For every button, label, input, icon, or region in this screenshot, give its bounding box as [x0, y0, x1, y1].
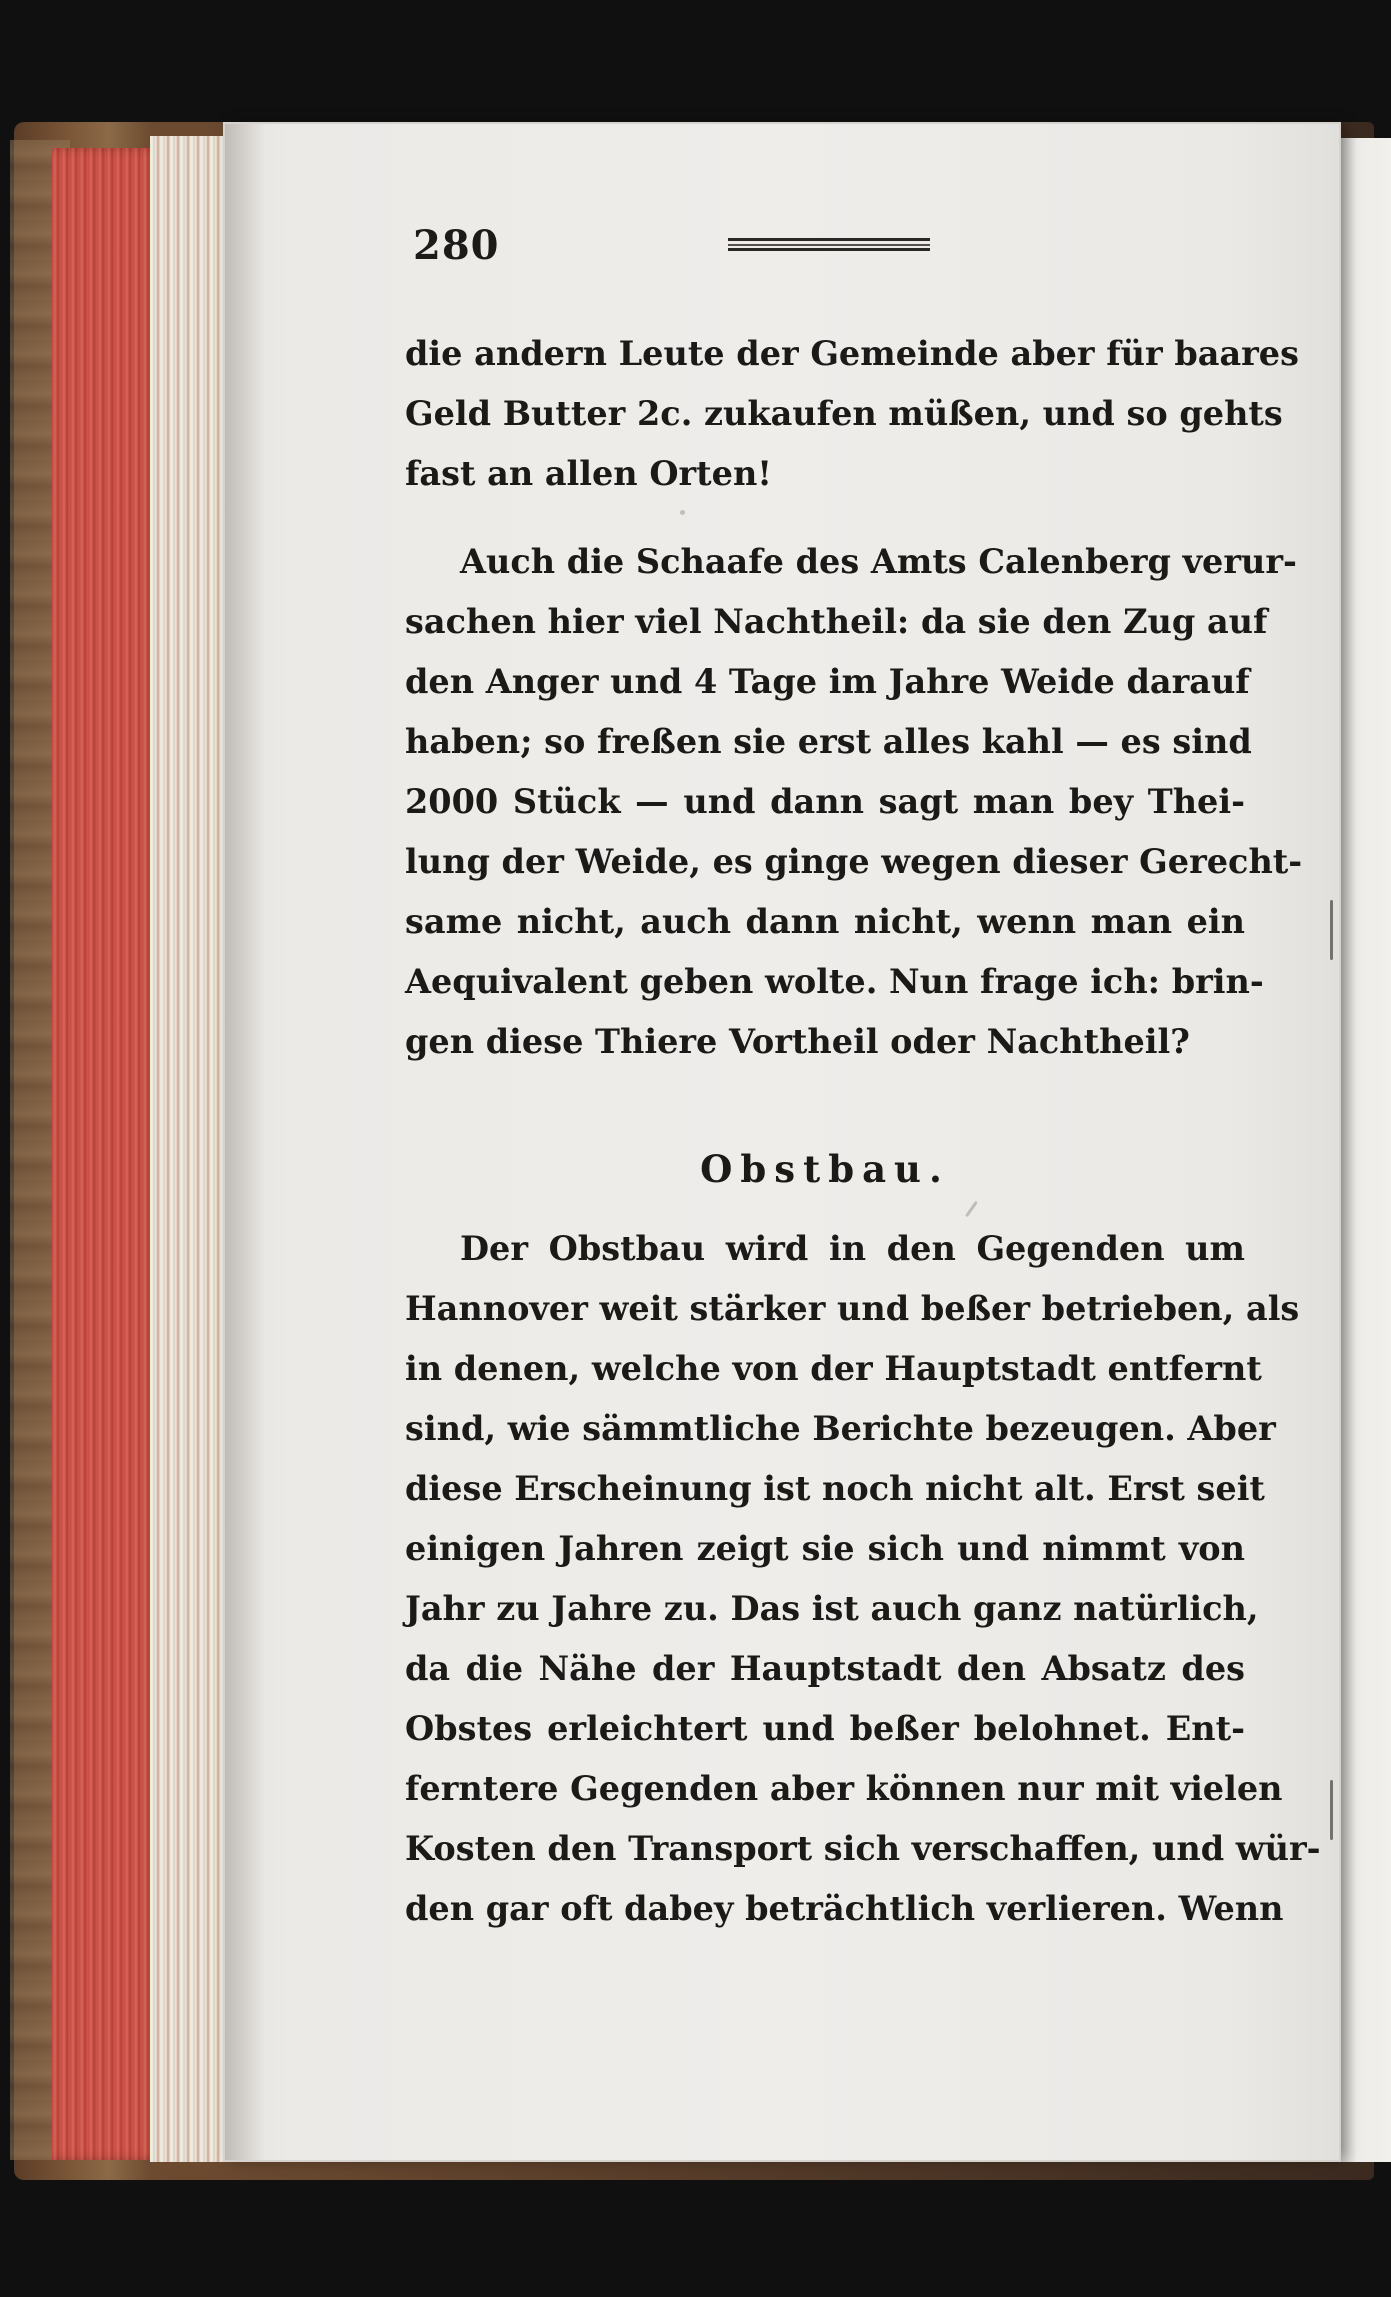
text-line: sachen hier viel Nachtheil: da sie den Zug auf [405, 602, 1268, 641]
paper-speck [680, 510, 685, 515]
header-rule [728, 238, 930, 252]
text-line: in denen, welche von der Hauptstadt entfernt [405, 1349, 1262, 1388]
text-line: diese Erscheinung ist noch nicht alt. Erst seit [405, 1469, 1265, 1508]
text-line: Kosten den Transport sich verschaffen, und wür- [405, 1829, 1321, 1868]
text-line: die andern Leute der Gemeinde aber für baares [405, 334, 1299, 373]
text-line: gen diese Thiere Vortheil oder Nachtheil? [405, 1022, 1190, 1061]
text-line: haben; so freßen sie erst alles kahl — es sind [405, 722, 1252, 761]
text-line: Aequivalent geben wolte. Nun frage ich: brin- [405, 962, 1264, 1001]
text-line: den gar oft dabey beträchtlich verlieren. Wenn [405, 1889, 1284, 1928]
text-line: same nicht, auch dann nicht, wenn man ein [405, 902, 1245, 941]
facing-page-edge [1339, 138, 1391, 2162]
section-heading: Obstbau. [700, 1147, 950, 1191]
text-line: Obstes erleichtert und beßer belohnet. Ent- [405, 1709, 1245, 1748]
text-line: Auch die Schaafe des Amts Calenberg verur- [460, 542, 1297, 581]
text-line: Jahr zu Jahre zu. Das ist auch ganz natürlich, [405, 1589, 1259, 1628]
text-line: lung der Weide, es ginge wegen dieser Gerecht- [405, 842, 1303, 881]
text-line: ferntere Gegenden aber können nur mit vielen [405, 1769, 1283, 1808]
text-line: Der Obstbau wird in den Gegenden um [460, 1229, 1245, 1268]
page-edge-mark [1330, 1780, 1333, 1840]
text-line: einigen Jahren zeigt sie sich und nimmt von [405, 1529, 1245, 1568]
page-edges-red [52, 148, 162, 2160]
text-line: sind, wie sämmtliche Berichte bezeugen. Aber [405, 1409, 1276, 1448]
text-line: da die Nähe der Hauptstadt den Absatz des [405, 1649, 1245, 1688]
page-number: 280 [413, 222, 500, 269]
page-edge-mark [1330, 900, 1333, 960]
text-line: den Anger und 4 Tage im Jahre Weide darauf [405, 662, 1250, 701]
text-line: Hannover weit stärker und beßer betrieben, als [405, 1289, 1300, 1328]
page-edges-cream [150, 136, 232, 2162]
text-line: Geld Butter 2c. zukaufen müßen, und so gehts [405, 394, 1283, 433]
text-line: fast an allen Orten! [405, 454, 773, 493]
text-line: 2000 Stück — und dann sagt man bey Thei- [405, 782, 1245, 821]
page-gutter-shadow [225, 124, 265, 2160]
